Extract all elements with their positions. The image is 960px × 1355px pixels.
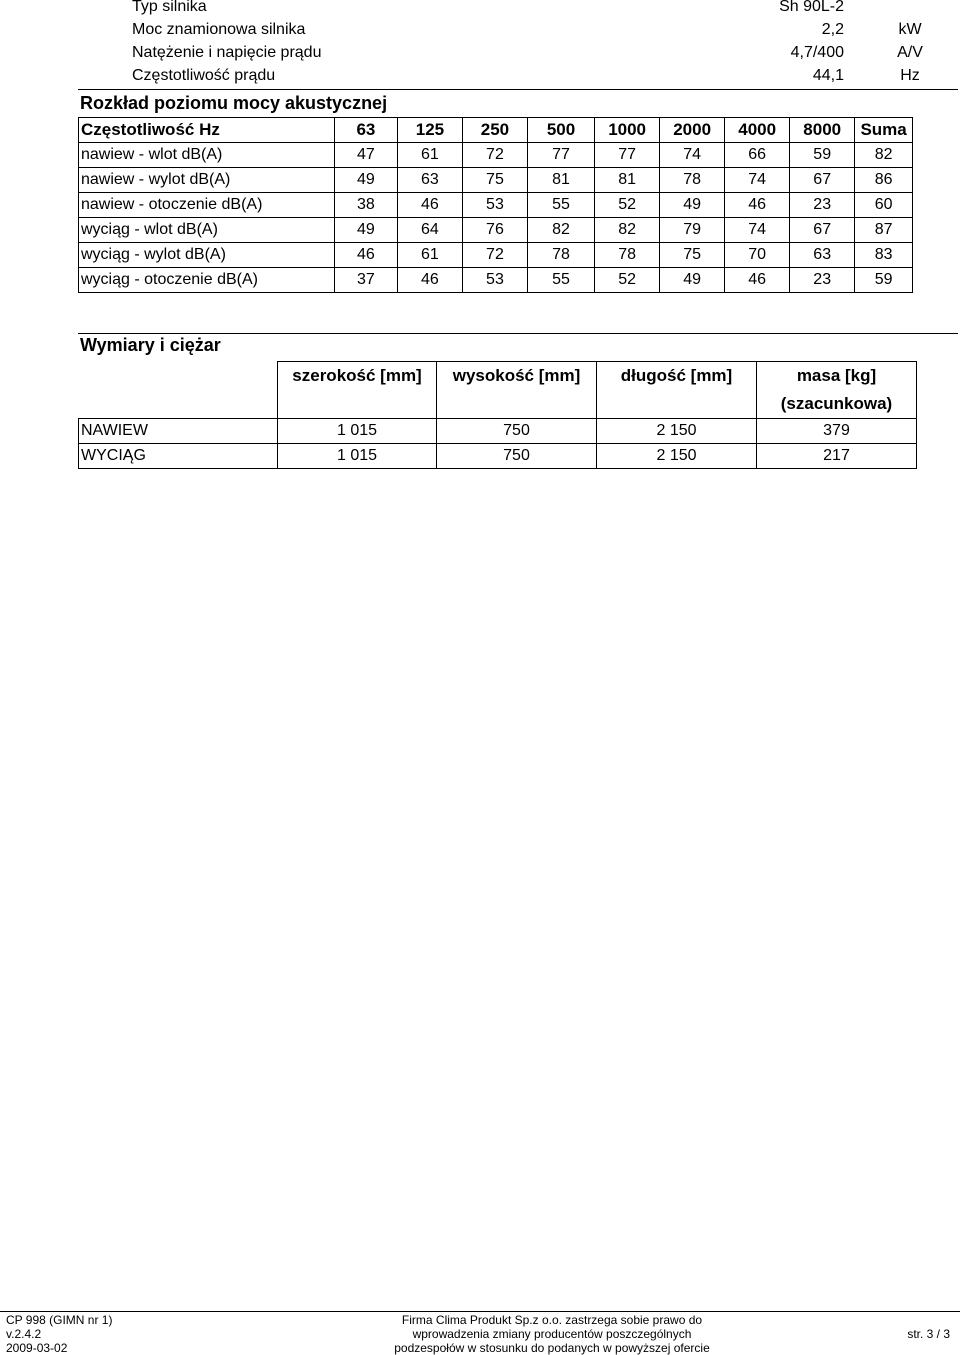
table-cell: 217 — [757, 444, 917, 469]
table-cell: 2 150 — [597, 419, 757, 444]
header-cell: 1000 — [595, 118, 660, 143]
motor-label: Moc znamionowa silnika — [132, 21, 306, 38]
table-row — [79, 193, 913, 218]
table-row — [79, 268, 913, 293]
motor-label: Natężenie i napięcie prądu — [132, 44, 322, 61]
header-cell: 500 — [527, 118, 594, 143]
table-cell: 1 015 — [278, 419, 437, 444]
motor-value: 4,7/400 — [790, 44, 844, 61]
table-row — [79, 419, 917, 444]
header-cell: Suma — [855, 118, 913, 143]
motor-row — [0, 19, 960, 41]
table-cell: 72 — [462, 143, 527, 168]
table-cell: 67 — [790, 168, 855, 193]
table-cell: 61 — [397, 243, 462, 268]
table-cell: 2 150 — [597, 444, 757, 469]
header-cell: 4000 — [725, 118, 790, 143]
table-cell: 55 — [527, 268, 594, 293]
table-cell: 49 — [660, 268, 725, 293]
table-cell: 23 — [790, 268, 855, 293]
divider — [78, 89, 958, 90]
row-label: nawiew - wlot dB(A) — [79, 143, 335, 168]
mass-header: masa [kg] — [796, 366, 877, 385]
motor-label: Częstotliwość prądu — [132, 67, 276, 84]
table-cell: 72 — [462, 243, 527, 268]
motor-value: 44,1 — [812, 67, 844, 84]
table-cell: 59 — [855, 268, 913, 293]
table-cell: 75 — [660, 243, 725, 268]
table-cell: 67 — [790, 218, 855, 243]
footer-left — [6, 1313, 112, 1355]
header-cell: wysokość [mm] — [437, 362, 597, 419]
footer-date: 2009-03-02 — [6, 1341, 68, 1355]
table-cell: 79 — [660, 218, 725, 243]
footer-disclaimer-line: podzespołów w stosunku do podanych w powyższej ofercie — [394, 1341, 710, 1355]
row-label: wyciąg - wylot dB(A) — [79, 243, 335, 268]
acoustic-table — [78, 117, 913, 293]
header-cell: Częstotliwość Hz — [79, 118, 335, 143]
footer-divider — [0, 1311, 960, 1312]
header-cell: szerokość [mm] — [278, 362, 437, 419]
table-cell: 78 — [595, 243, 660, 268]
row-label: wyciąg - wlot dB(A) — [79, 218, 335, 243]
table-cell: 82 — [855, 143, 913, 168]
footer-center — [392, 1313, 712, 1355]
table-cell: 78 — [660, 168, 725, 193]
table-row — [79, 444, 917, 469]
motor-row — [0, 42, 960, 64]
table-cell: 82 — [527, 218, 594, 243]
table-cell: 82 — [595, 218, 660, 243]
table-cell: 66 — [725, 143, 790, 168]
table-row — [79, 143, 913, 168]
table-cell: 46 — [397, 268, 462, 293]
table-cell: 46 — [725, 268, 790, 293]
table-cell: 74 — [725, 218, 790, 243]
table-cell: 81 — [595, 168, 660, 193]
table-cell: 74 — [660, 143, 725, 168]
motor-row — [0, 0, 960, 18]
table-row — [79, 168, 913, 193]
table-cell: 46 — [334, 243, 397, 268]
mass-note: (szacunkowa) — [780, 394, 893, 413]
footer-doc-id: CP 998 (GIMN nr 1) — [6, 1313, 113, 1327]
table-cell: 74 — [725, 168, 790, 193]
acoustic-title: Rozkład poziomu mocy akustycznej — [80, 93, 388, 113]
header-cell: 8000 — [790, 118, 855, 143]
header-cell: długość [mm] — [597, 362, 757, 419]
header-cell — [79, 362, 278, 419]
table-cell: 78 — [527, 243, 594, 268]
row-label: wyciąg - otoczenie dB(A) — [79, 268, 335, 293]
table-cell: 77 — [527, 143, 594, 168]
header-cell: 250 — [462, 118, 527, 143]
table-cell: 61 — [397, 143, 462, 168]
table-cell: 87 — [855, 218, 913, 243]
row-label: nawiew - otoczenie dB(A) — [79, 193, 335, 218]
dimensions-table — [78, 361, 917, 469]
table-cell: 750 — [437, 444, 597, 469]
table-cell: 46 — [725, 193, 790, 218]
table-cell: 37 — [334, 268, 397, 293]
table-cell: 86 — [855, 168, 913, 193]
table-cell: 52 — [595, 193, 660, 218]
table-cell: 49 — [334, 218, 397, 243]
header-cell: 63 — [334, 118, 397, 143]
table-cell: 53 — [462, 193, 527, 218]
page-number: str. 3 / 3 — [907, 1327, 950, 1341]
row-label: nawiew - wylot dB(A) — [79, 168, 335, 193]
table-cell: 60 — [855, 193, 913, 218]
row-label: WYCIĄG — [79, 444, 278, 469]
table-cell: 64 — [397, 218, 462, 243]
table-row — [79, 243, 913, 268]
table-cell: 46 — [397, 193, 462, 218]
table-cell: 379 — [757, 419, 917, 444]
table-cell: 77 — [595, 143, 660, 168]
footer-disclaimer-line: wprowadzenia zmiany producentów poszczególnych — [412, 1327, 692, 1341]
table-cell: 76 — [462, 218, 527, 243]
motor-row — [0, 65, 960, 87]
table-cell: 63 — [790, 243, 855, 268]
table-cell: 63 — [397, 168, 462, 193]
dimensions-title: Wymiary i ciężar — [80, 335, 221, 355]
motor-value: 2,2 — [821, 21, 844, 38]
header-cell — [757, 362, 917, 419]
table-cell: 53 — [462, 268, 527, 293]
table-cell: 1 015 — [278, 444, 437, 469]
header-cell: 125 — [397, 118, 462, 143]
acoustic-header-row — [79, 118, 913, 143]
table-cell: 49 — [660, 193, 725, 218]
header-cell: 2000 — [660, 118, 725, 143]
motor-unit: kW — [898, 21, 922, 38]
table-cell: 83 — [855, 243, 913, 268]
table-cell: 55 — [527, 193, 594, 218]
table-cell: 70 — [725, 243, 790, 268]
motor-unit: A/V — [897, 44, 923, 61]
table-cell: 81 — [527, 168, 594, 193]
row-label: NAWIEW — [79, 419, 278, 444]
footer-disclaimer-line: Firma Clima Produkt Sp.z o.o. zastrzega sobie prawo do — [401, 1313, 703, 1327]
table-cell: 75 — [462, 168, 527, 193]
table-row — [79, 218, 913, 243]
footer-version: v.2.4.2 — [6, 1327, 42, 1341]
motor-label: Typ silnika — [132, 0, 207, 15]
table-cell: 750 — [437, 419, 597, 444]
table-cell: 23 — [790, 193, 855, 218]
dimensions-header-row — [79, 362, 917, 419]
motor-value: Sh 90L-2 — [779, 0, 844, 15]
table-cell: 38 — [334, 193, 397, 218]
motor-unit: Hz — [900, 67, 920, 84]
table-cell: 47 — [334, 143, 397, 168]
table-cell: 52 — [595, 268, 660, 293]
table-cell: 59 — [790, 143, 855, 168]
table-cell: 49 — [334, 168, 397, 193]
